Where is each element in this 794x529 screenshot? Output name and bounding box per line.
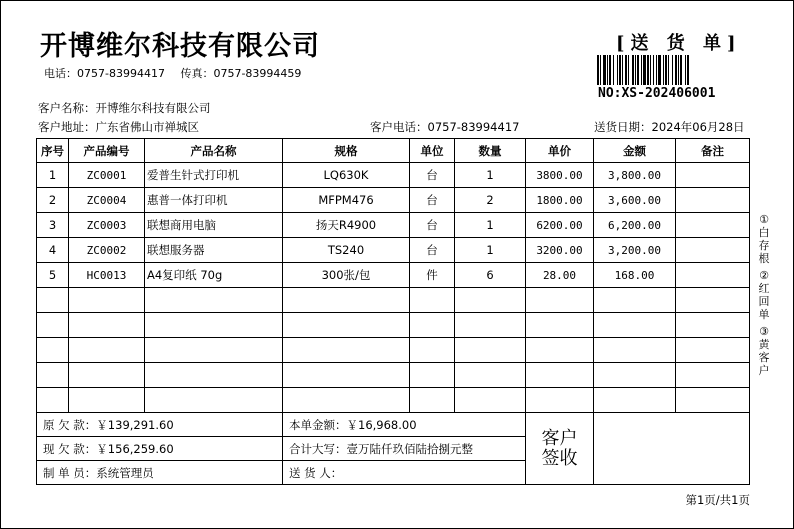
row-unit: 台 <box>410 238 455 263</box>
row-remark <box>676 163 750 188</box>
row-product-code: HC0013 <box>69 263 145 288</box>
row-unit: 台 <box>410 213 455 238</box>
row-quantity: 6 <box>455 263 526 288</box>
items-table <box>36 138 750 413</box>
company-name: 开博维尔科技有限公司 <box>40 31 320 62</box>
empty-row <box>37 338 750 363</box>
row-index: 3 <box>37 213 69 238</box>
copy-red-label: ②红 回单 <box>758 269 770 321</box>
row-index: 1 <box>37 163 69 188</box>
row-spec: LQ630K <box>283 163 410 188</box>
table-row <box>37 163 750 188</box>
row-product-name: 联想商用电脑 <box>145 213 283 238</box>
copy-distribution-note <box>757 213 771 377</box>
document-maker: 制 单 员：系统管理员 <box>37 461 283 485</box>
row-spec: 300张/包 <box>283 263 410 288</box>
copy-white-label: ①白 存根 <box>758 213 770 265</box>
order-amount: 本单金额：￥16,968.00 <box>283 413 526 437</box>
row-product-name: 爱普生针式打印机 <box>145 163 283 188</box>
header-unit: 单位 <box>410 139 455 163</box>
header-remark: 备注 <box>676 139 750 163</box>
row-remark <box>676 188 750 213</box>
header-quantity: 数量 <box>455 139 526 163</box>
row-index: 2 <box>37 188 69 213</box>
customer-phone: 客户电话：0757-83994417 <box>370 120 520 134</box>
row-spec: TS240 <box>283 238 410 263</box>
row-quantity: 1 <box>455 238 526 263</box>
empty-row <box>37 388 750 413</box>
table-row <box>37 263 750 288</box>
customer-sign-area <box>594 413 750 485</box>
customer-name: 客户名称：开博维尔科技有限公司 <box>38 101 211 115</box>
table-row <box>37 188 750 213</box>
row-amount: 3,600.00 <box>594 188 676 213</box>
row-index: 5 <box>37 263 69 288</box>
items-header-row <box>37 139 750 163</box>
row-unit-price: 1800.00 <box>526 188 594 213</box>
row-product-code: ZC0001 <box>69 163 145 188</box>
row-quantity: 1 <box>455 163 526 188</box>
row-product-code: ZC0003 <box>69 213 145 238</box>
deliverer: 送 货 人： <box>283 461 526 485</box>
page-number: 第1页/共1页 <box>685 493 750 507</box>
header-spec: 规格 <box>283 139 410 163</box>
row-quantity: 2 <box>455 188 526 213</box>
row-quantity: 1 <box>455 213 526 238</box>
row-product-code: ZC0002 <box>69 238 145 263</box>
row-remark <box>676 213 750 238</box>
header-amount: 金额 <box>594 139 676 163</box>
amount-in-words: 合计大写：壹万陆仟玖佰陆拾捌元整 <box>283 437 526 461</box>
row-unit-price: 28.00 <box>526 263 594 288</box>
previous-debt: 原 欠 款：￥139,291.60 <box>37 413 283 437</box>
row-remark <box>676 238 750 263</box>
row-product-name: 联想服务器 <box>145 238 283 263</box>
empty-row <box>37 363 750 388</box>
row-unit: 台 <box>410 163 455 188</box>
row-unit: 件 <box>410 263 455 288</box>
row-product-name: A4复印纸 70g <box>145 263 283 288</box>
customer-address: 客户地址：广东省佛山市禅城区 <box>38 120 199 134</box>
delivery-date: 送货日期：2024年06月28日 <box>594 120 745 134</box>
document-title: [送 货 单] <box>616 33 742 54</box>
row-remark <box>676 263 750 288</box>
company-contact <box>44 65 313 81</box>
row-unit-price: 6200.00 <box>526 213 594 238</box>
order-number: NO:XS-202406001 <box>598 86 716 101</box>
row-amount: 3,200.00 <box>594 238 676 263</box>
row-amount: 168.00 <box>594 263 676 288</box>
row-product-code: ZC0004 <box>69 188 145 213</box>
table-row <box>37 213 750 238</box>
row-unit-price: 3800.00 <box>526 163 594 188</box>
header-product-code: 产品编号 <box>69 139 145 163</box>
row-unit-price: 3200.00 <box>526 238 594 263</box>
row-spec: MFPM476 <box>283 188 410 213</box>
customer-sign-label: 客户 签收 <box>526 413 594 485</box>
row-spec: 扬天R4900 <box>283 213 410 238</box>
row-index: 4 <box>37 238 69 263</box>
row-product-name: 惠普一体打印机 <box>145 188 283 213</box>
copy-yellow-label: ③黄 客户 <box>758 325 770 377</box>
header-product-name: 产品名称 <box>145 139 283 163</box>
table-row <box>37 238 750 263</box>
current-debt: 现 欠 款：￥156,259.60 <box>37 437 283 461</box>
row-unit: 台 <box>410 188 455 213</box>
company-fax: 传真：0757-83994459 <box>180 67 302 80</box>
empty-row <box>37 288 750 313</box>
barcode-image <box>597 55 736 85</box>
summary-table <box>36 412 750 485</box>
row-amount: 3,800.00 <box>594 163 676 188</box>
row-amount: 6,200.00 <box>594 213 676 238</box>
header-unit-price: 单价 <box>526 139 594 163</box>
company-phone: 电话：0757-83994417 <box>44 67 165 80</box>
header-index: 序号 <box>37 139 69 163</box>
empty-row <box>37 313 750 338</box>
